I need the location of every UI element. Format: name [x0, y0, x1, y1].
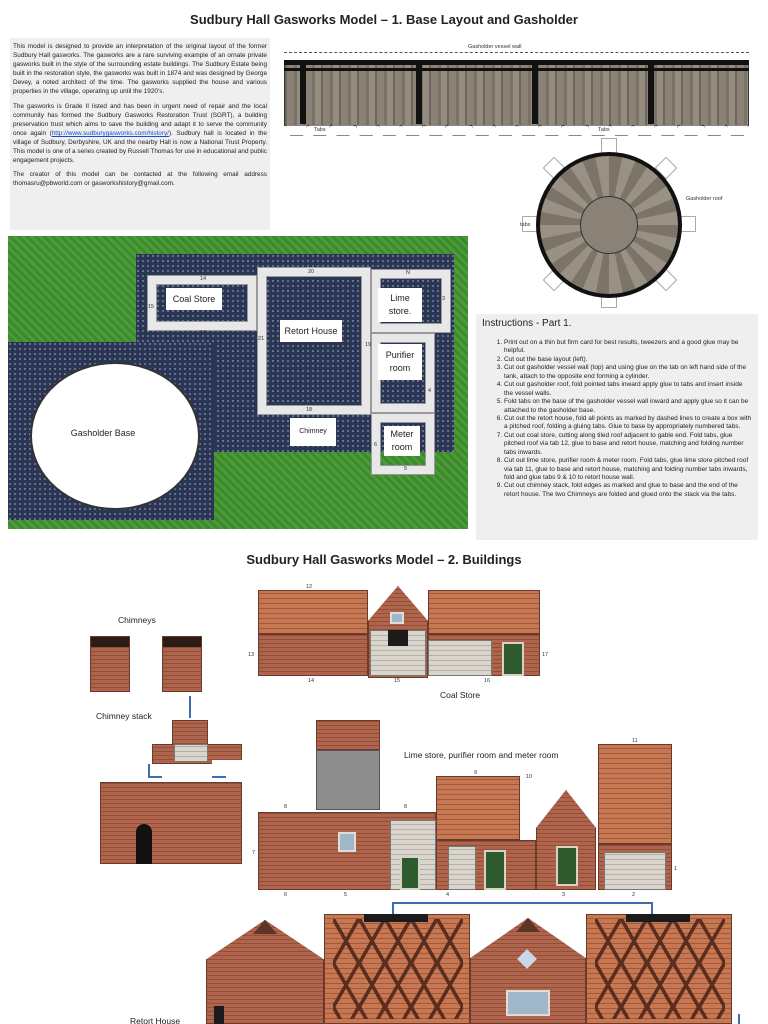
tall-wall-top: [316, 720, 380, 750]
dim-16: 16: [200, 330, 207, 336]
intro-p2-end: ). Sudbury hall is located in the village of Sudbury, Derbyshire, UK and the nearby Hall is now a National Trust Property. This model is one of a series created by Russell Thomas for use in educational and public engagement projects.: [13, 129, 267, 165]
coal-store-roof-left: [258, 590, 368, 634]
coal-store-building-label: Coal Store: [440, 690, 481, 700]
dim-3: 3: [442, 296, 446, 302]
group-door-2: [484, 850, 506, 890]
arrow-connector: [189, 696, 191, 718]
coal-store-label: Coal Store: [166, 288, 222, 310]
dim-2: 2: [632, 892, 636, 898]
retort-roof-right: [586, 914, 732, 1024]
instructions-list: [482, 339, 752, 499]
roof-disc: [536, 152, 682, 298]
intro-paragraph-3: The creator of this model can be contacted at the following email address thomasru@pbworld.com or gasworkshistory@gmail.com.: [13, 171, 267, 188]
wall-top-rail: [284, 60, 749, 65]
retort-window: [506, 990, 550, 1016]
retort-roof-truss: [333, 919, 463, 1019]
instruction-step: 5. Fold tabs on the base of the gasholder vessel wall inward and apply glue so it can be attached to the gasholder base.: [504, 398, 752, 415]
arrow-connector: [392, 902, 652, 904]
page-title-buildings: Sudbury Hall Gasworks Model – 2. Buildings: [246, 552, 522, 567]
instruction-step: 4. Cut out gasholder roof, fold pointed tabs inward apply glue to tabs and insert inside the vessel walls.: [504, 381, 752, 398]
intro-paragraph-1: This model is designed to provide an interpretation of the original layout of the former Sudbury Hall gasworks. The gasworks are a rare surviving example of an ornate private gasworks built in the style of the surrounding estate buildings. The Sudbury Estate being built in the restoration style, the gasworks was built in 1874 and was designed by George Devey, a noted architect of the time. The gasworks supplied the house and various properties in the village, operating up until the 1920’s.: [13, 43, 267, 96]
tall-wall-grey: [316, 750, 380, 810]
dim-16b: 16: [484, 678, 491, 684]
gasholder-roof-label: Gasholder roof: [686, 196, 723, 202]
wall-glue-tabs: [286, 125, 748, 136]
gasholder-wall-label: Gasholder vessel wall: [468, 44, 522, 50]
instruction-step: 7. Cut out coal store, cutting along tiled roof adjacent to gable end. Fold tabs, glue pitched roof via tab 12, glue to base and retort house, matching and folding number tabs inwards.: [504, 432, 752, 457]
lime-group-label: Lime store, purifier room and meter room: [404, 750, 559, 760]
dim-17: 17: [542, 652, 549, 658]
roof-centre: [580, 196, 638, 254]
chimney-label: Chimney: [290, 418, 336, 446]
coal-store-vent: [388, 630, 408, 646]
dim-18: 18: [306, 407, 313, 413]
arrow-connector: [738, 1014, 740, 1024]
coal-store-wall-left: [258, 634, 368, 676]
coal-store-stone-panel: [428, 640, 492, 676]
lime-store-roof: [598, 744, 672, 844]
tabs-label-left: Tabs: [314, 127, 326, 133]
gasholder-roof-cutout: [520, 140, 700, 320]
stack-cut-notch: [212, 760, 242, 782]
dim-11: 11: [632, 738, 638, 744]
chimney-stack-label: Chimney stack: [96, 711, 152, 721]
coal-store-door: [502, 642, 524, 676]
dim-4b: 4: [446, 892, 450, 898]
instruction-step: 6. Cut out the retort house, fold all points as marked by dashed lines to create a box with a pitched roof, folding a gluing tabs. Glue to base by appropriately numbered tabs.: [504, 415, 752, 432]
retort-house-building-label: Retort House: [130, 1016, 181, 1024]
arrow-connector: [651, 902, 653, 914]
dim-19: 19: [365, 342, 372, 348]
dim-8b: 8: [404, 804, 408, 810]
retort-house-label: Retort House: [280, 320, 342, 342]
intro-p2-start: The gasworks is Grade II listed and has been in urgent need of repair and the local community has formed the Sudbury Gasworks Restoration Trust (SGRT), a building preservation trust which aims to save the building and adapt it to serve the community once again (: [13, 102, 267, 137]
dim-1: 1: [674, 866, 678, 872]
instruction-step: 8. Cut out lime store, purifier room & meter room. Fold tabs, glue lime store pitched roof via tab 11, glue to base and retort house, matching and folding number tabs inwards, fold and glue tabs 9 & 10 to retort house wall.: [504, 457, 752, 482]
roof-tab: [680, 216, 696, 232]
dim-7: 7: [252, 850, 256, 856]
chimneys-label: Chimneys: [118, 615, 156, 625]
roof-tabs-label: tabs: [520, 222, 531, 228]
retort-roof-truss: [595, 919, 725, 1019]
dim-14b: 14: [308, 678, 315, 684]
wall-mid-rail: [284, 68, 749, 71]
arrow-connector: [148, 776, 162, 778]
gasholder-base-label: Gasholder Base: [66, 416, 140, 450]
retort-ridge-right: [626, 914, 690, 922]
dim-21: 21: [258, 336, 265, 342]
purifier-room-label: Purifier room: [378, 344, 422, 380]
group-door-1: [400, 856, 420, 890]
page-title-base-layout: Sudbury Hall Gasworks Model – 1. Base Layout and Gasholder: [190, 12, 578, 27]
dim-14: 14: [200, 276, 207, 282]
dim-6b: 6: [284, 892, 288, 898]
dim-n: N: [406, 270, 410, 276]
retort-ridge-left: [364, 914, 428, 922]
dim-12: 12: [306, 584, 313, 590]
history-link[interactable]: http://www.sudburygasworks.com/history/: [51, 129, 169, 137]
wall-column: [300, 62, 306, 124]
dim-3b: 3: [562, 892, 566, 898]
intro-paragraph-2: [13, 102, 267, 166]
meter-room-door: [556, 846, 578, 886]
stack-emblem: [174, 744, 208, 762]
retort-peak-middle: [516, 918, 540, 932]
group-window: [338, 832, 356, 852]
instruction-step: 3. Cut out gasholder vessel wall (top) and using glue on the tab on left hand side of the tank, attach to the opposite end forming a cylinder.: [504, 364, 752, 381]
wall-dimension-line: [284, 52, 749, 53]
chimney-piece-right: [162, 636, 202, 692]
dim-5: 5: [404, 466, 408, 472]
dim-5b: 5: [344, 892, 348, 898]
intro-panel: [10, 38, 270, 230]
retort-peak-left: [253, 920, 277, 934]
dim-15: 15: [148, 304, 155, 310]
lime-store-label: Lime store.: [378, 288, 422, 322]
wall-column: [532, 62, 538, 124]
lime-store-stone: [604, 852, 666, 890]
dim-13: 13: [248, 652, 255, 658]
instruction-step: 2. Cut out the base layout (left).: [504, 356, 752, 364]
dim-9: 9: [474, 770, 478, 776]
base-layout-board: [8, 236, 468, 529]
stack-base: [100, 782, 242, 864]
instructions-heading: Instructions - Part 1.: [482, 318, 572, 329]
dim-15b: 15: [394, 678, 401, 684]
dim-4: 4: [428, 388, 432, 394]
arrow-connector: [392, 902, 394, 914]
coal-store-roof-right: [428, 590, 540, 634]
wall-column: [416, 62, 422, 124]
wall-column: [648, 62, 654, 124]
arrow-connector: [212, 776, 226, 778]
purifier-roof: [436, 776, 520, 840]
tabs-label-right: Tabs: [598, 127, 610, 133]
group-stone-panel-2: [448, 846, 476, 890]
stack-arch-door: [136, 824, 152, 864]
dim-8a: 8: [284, 804, 288, 810]
chimney-piece-left: [90, 636, 130, 692]
dim-6: 6: [374, 442, 378, 448]
instructions-panel: [476, 314, 758, 540]
meter-room-label: Meter room: [384, 426, 420, 456]
instruction-step: 1. Print out on a thin but firm card for best results, tweezers and a good glue may be helpful.: [504, 339, 752, 356]
dim-20: 20: [308, 269, 315, 275]
retort-door: [214, 1006, 224, 1024]
dim-10: 10: [526, 774, 533, 780]
instruction-step: 9. Cut out chimney stack, fold edges as marked and glue to base and the end of the retort house. The two Chimneys are folded and glued onto the stack via the tabs.: [504, 482, 752, 499]
coal-store-gable-window: [390, 612, 404, 624]
retort-roof-left: [324, 914, 470, 1024]
